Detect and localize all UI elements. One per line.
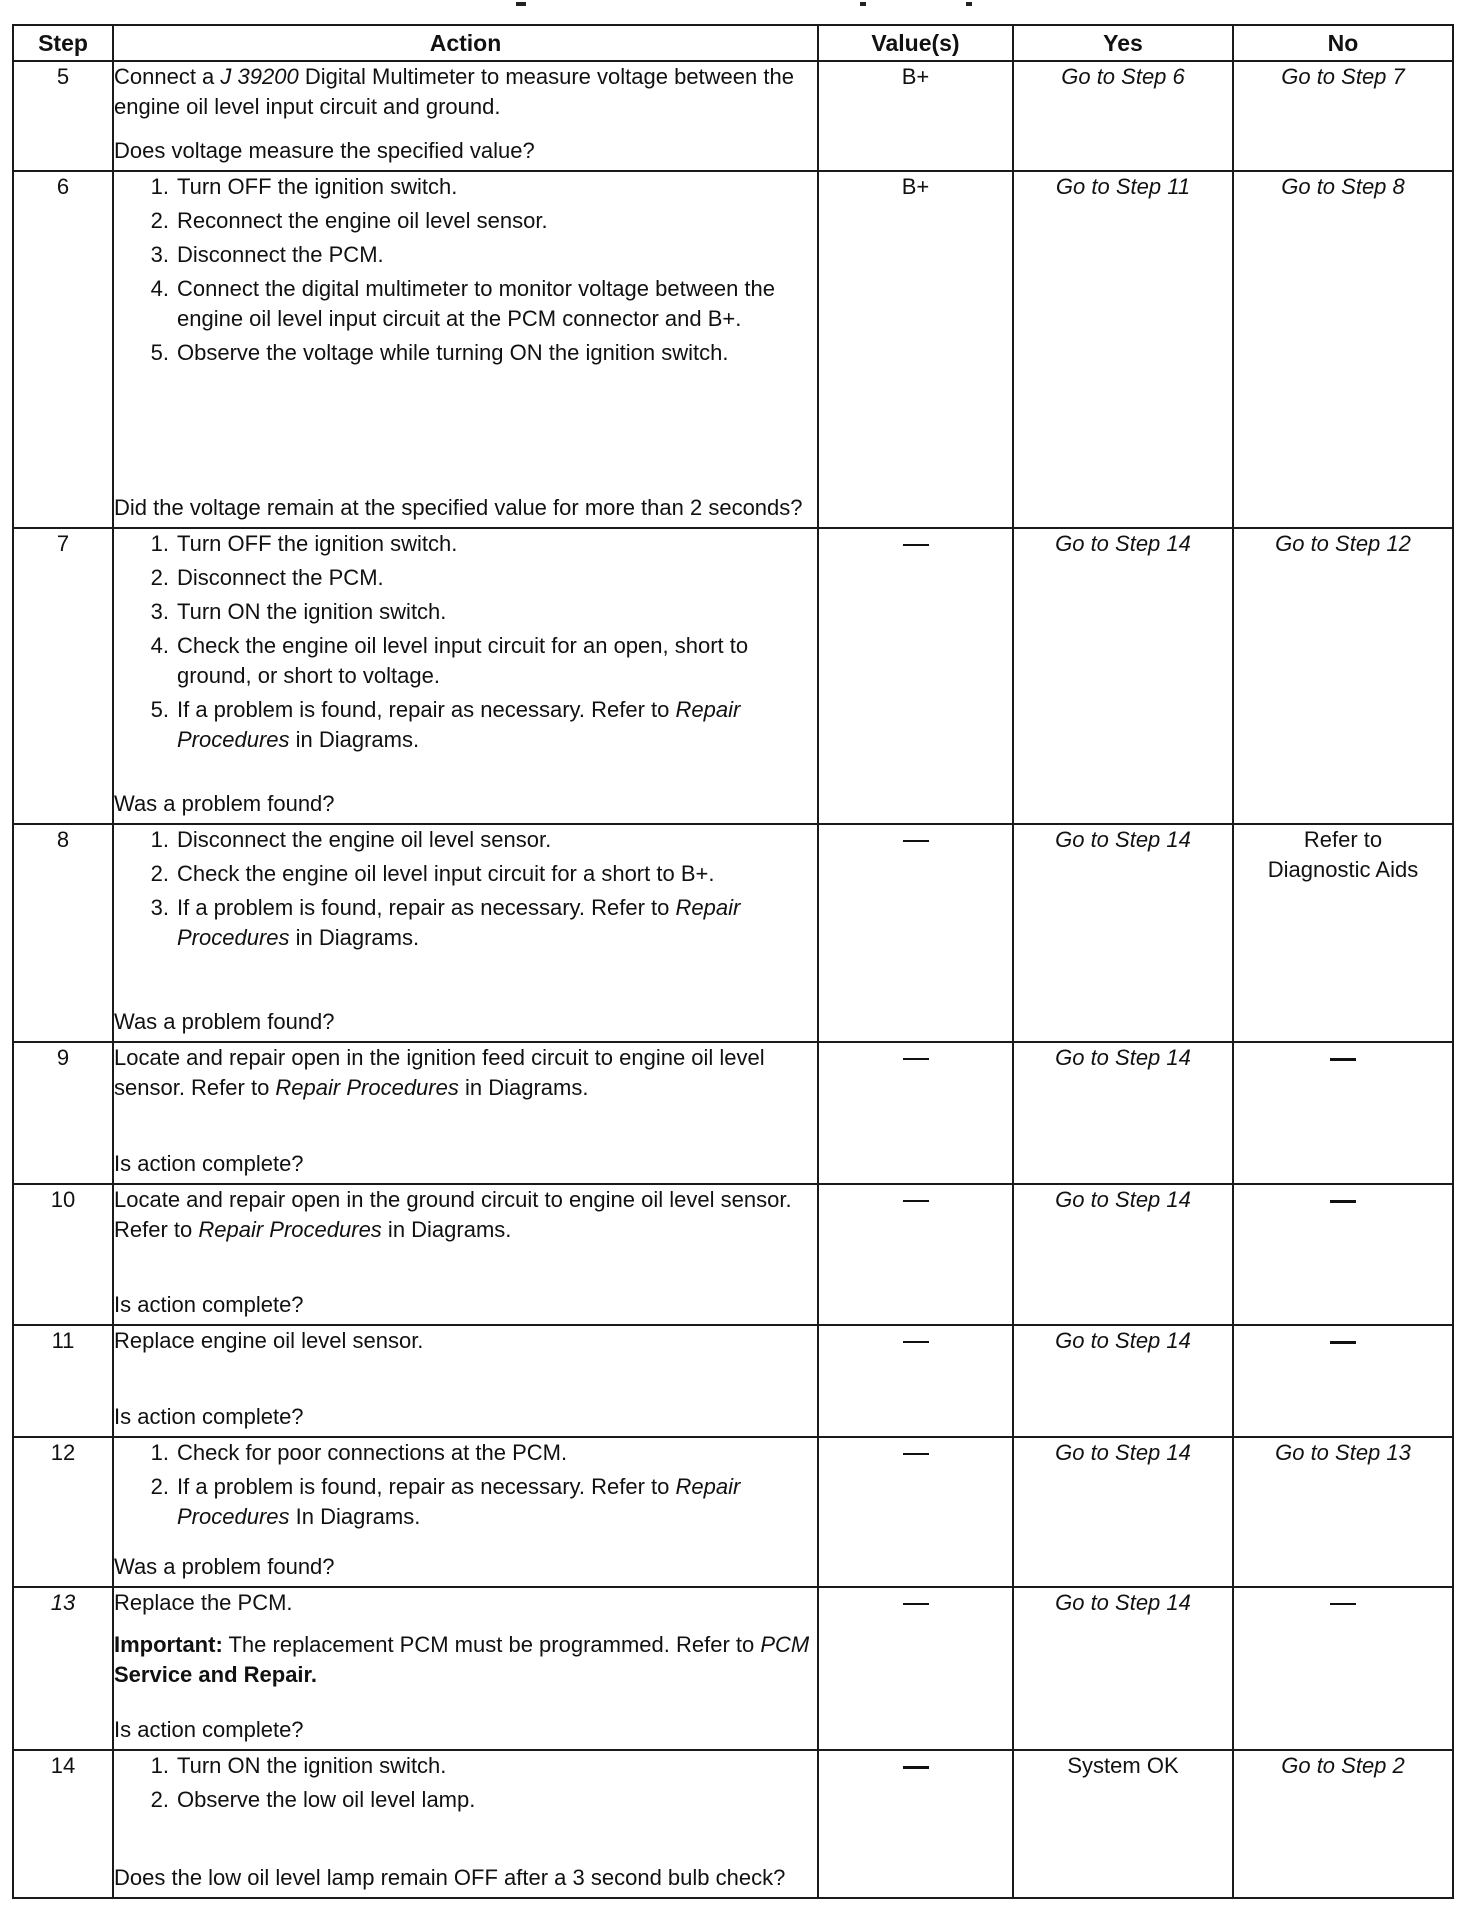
em-dash xyxy=(903,1603,929,1605)
table-row xyxy=(13,528,1453,824)
repair-procedures-reference: Repair Procedures xyxy=(177,895,741,950)
action-cell xyxy=(113,1437,818,1587)
list-item: 2. Disconnect the PCM. xyxy=(150,565,384,590)
no-result xyxy=(1233,824,1453,1042)
no-result xyxy=(1233,1587,1453,1750)
edge-mark xyxy=(966,2,972,6)
edge-mark xyxy=(516,2,526,6)
action-question: Is action complete? xyxy=(114,1151,304,1176)
step-number: 10 xyxy=(13,1184,113,1325)
step-number: 9 xyxy=(13,1042,113,1184)
action-steps-list xyxy=(114,1751,817,1819)
no-result: Go to Step 2 xyxy=(1233,1750,1453,1898)
action-cell xyxy=(113,1184,818,1325)
em-dash xyxy=(903,1766,929,1769)
value-cell xyxy=(818,1437,1013,1587)
action-cell xyxy=(113,1042,818,1184)
list-item: 2. Check the engine oil level input circuit for a short to B+. xyxy=(150,861,715,886)
value-cell xyxy=(818,528,1013,824)
repair-procedures-reference: Repair Procedures xyxy=(198,1217,382,1242)
service-repair-reference: Service and Repair. xyxy=(114,1662,317,1687)
yes-result: Go to Step 14 xyxy=(1013,528,1233,824)
action-cell xyxy=(113,1587,818,1750)
list-item: 4. Check the engine oil level input circuit for an open, short to ground, or short to voltage. xyxy=(150,633,749,688)
list-item: 2. Observe the low oil level lamp. xyxy=(150,1787,476,1812)
list-item: 4. Connect the digital multimeter to monitor voltage between the engine oil level input circuit at the PCM connector and B+. xyxy=(150,276,775,331)
no-result: Go to Step 8 xyxy=(1233,171,1453,528)
value-cell xyxy=(818,1325,1013,1437)
yes-result: Go to Step 6 xyxy=(1013,61,1233,171)
no-result xyxy=(1233,1325,1453,1437)
header-row xyxy=(13,25,1453,61)
em-dash xyxy=(1330,1058,1356,1061)
value-cell xyxy=(818,1587,1013,1750)
value-cell xyxy=(818,1750,1013,1898)
action-cell xyxy=(113,824,818,1042)
repair-procedures-reference: Repair Procedures xyxy=(177,1474,741,1529)
repair-procedures-reference: Repair Procedures xyxy=(275,1075,459,1100)
action-cell xyxy=(113,1750,818,1898)
yes-result: Go to Step 14 xyxy=(1013,1184,1233,1325)
list-item: 3. Turn ON the ignition switch. xyxy=(150,599,447,624)
header-step: Step xyxy=(13,25,113,61)
list-item: 2. Reconnect the engine oil level sensor. xyxy=(150,208,548,233)
action-steps-list xyxy=(114,825,817,957)
table-row xyxy=(13,1042,1453,1184)
list-item: 3. If a problem is found, repair as necessary. Refer to Repair Procedures in Diagrams. xyxy=(150,895,741,950)
action-question: Does voltage measure the specified value? xyxy=(114,138,535,163)
table-row xyxy=(13,1437,1453,1587)
action-question: Was a problem found? xyxy=(114,1554,335,1579)
yes-result: Go to Step 11 xyxy=(1013,171,1233,528)
table-row xyxy=(13,1184,1453,1325)
table-row xyxy=(13,824,1453,1042)
value-cell xyxy=(818,1184,1013,1325)
em-dash xyxy=(903,1341,929,1343)
action-text: Replace the PCM. xyxy=(114,1590,293,1615)
action-cell xyxy=(113,1325,818,1437)
no-result-line: Diagnostic Aids xyxy=(1267,857,1419,882)
repair-procedures-reference: Repair Procedures xyxy=(177,697,741,752)
action-question: Did the voltage remain at the specified value for more than 2 seconds? xyxy=(114,495,803,520)
action-cell xyxy=(113,171,818,528)
yes-result: Go to Step 14 xyxy=(1013,824,1233,1042)
list-item: 2. If a problem is found, repair as necessary. Refer to Repair Procedures In Diagrams. xyxy=(150,1474,741,1529)
action-text: Replace engine oil level sensor. xyxy=(114,1328,424,1353)
step-number: 5 xyxy=(13,61,113,171)
value-cell: B+ xyxy=(818,61,1013,171)
action-question: Is action complete? xyxy=(114,1292,304,1317)
header-values: Value(s) xyxy=(818,25,1013,61)
action-cell xyxy=(113,61,818,171)
action-steps-list xyxy=(114,529,817,759)
value-cell xyxy=(818,1042,1013,1184)
action-question: Was a problem found? xyxy=(114,1009,335,1034)
important-label: Important: xyxy=(114,1632,223,1657)
list-item: 1. Disconnect the engine oil level sensor. xyxy=(150,827,552,852)
table-row xyxy=(13,1750,1453,1898)
no-result: Go to Step 13 xyxy=(1233,1437,1453,1587)
step-number: 8 xyxy=(13,824,113,1042)
list-item: 1. Turn OFF the ignition switch. xyxy=(150,174,458,199)
table-row xyxy=(13,171,1453,528)
no-result: Go to Step 12 xyxy=(1233,528,1453,824)
action-question: Is action complete? xyxy=(114,1404,304,1429)
header-yes: Yes xyxy=(1013,25,1233,61)
step-number: 7 xyxy=(13,528,113,824)
action-text: Locate and repair open in the ignition feed circuit to engine oil level sensor. Refer to Repair Procedures in Diagrams. xyxy=(114,1045,765,1100)
no-result: Go to Step 7 xyxy=(1233,61,1453,171)
em-dash xyxy=(1330,1603,1356,1605)
step-number: 12 xyxy=(13,1437,113,1587)
em-dash xyxy=(903,544,929,546)
yes-result: System OK xyxy=(1013,1750,1233,1898)
edge-mark xyxy=(860,2,866,6)
action-steps-list xyxy=(114,1438,817,1536)
header-action: Action xyxy=(113,25,818,61)
action-question: Does the low oil level lamp remain OFF after a 3 second bulb check? xyxy=(114,1865,786,1890)
action-cell xyxy=(113,528,818,824)
em-dash xyxy=(903,840,929,842)
step-number: 6 xyxy=(13,171,113,528)
diagnostic-table xyxy=(12,24,1454,1899)
table-row xyxy=(13,1325,1453,1437)
em-dash xyxy=(903,1058,929,1060)
list-item: 5. If a problem is found, repair as necessary. Refer to Repair Procedures in Diagrams. xyxy=(150,697,741,752)
step-number: 14 xyxy=(13,1750,113,1898)
action-steps-list xyxy=(114,172,817,372)
important-note: Important: The replacement PCM must be programmed. Refer to PCM Service and Repair. xyxy=(114,1632,810,1687)
value-cell: B+ xyxy=(818,171,1013,528)
yes-result: Go to Step 14 xyxy=(1013,1325,1233,1437)
list-item: 3. Disconnect the PCM. xyxy=(150,242,384,267)
em-dash xyxy=(1330,1341,1356,1344)
value-cell xyxy=(818,824,1013,1042)
list-item: 1. Turn ON the ignition switch. xyxy=(150,1753,447,1778)
header-no: No xyxy=(1233,25,1453,61)
em-dash xyxy=(903,1200,929,1202)
no-result xyxy=(1233,1184,1453,1325)
no-result-line: Refer to xyxy=(1303,827,1383,852)
list-item: 1. Turn OFF the ignition switch. xyxy=(150,531,458,556)
list-item: 1. Check for poor connections at the PCM. xyxy=(150,1440,568,1465)
yes-result: Go to Step 14 xyxy=(1013,1587,1233,1750)
em-dash xyxy=(1330,1200,1356,1203)
action-text: Connect a J 39200 Digital Multimeter to measure voltage between the engine oil level input circuit and ground. xyxy=(114,64,794,119)
yes-result: Go to Step 14 xyxy=(1013,1437,1233,1587)
pcm-reference: PCM xyxy=(760,1632,810,1657)
tool-reference: J 39200 xyxy=(220,64,299,89)
table-row xyxy=(13,1587,1453,1750)
action-question: Is action complete? xyxy=(114,1717,304,1742)
yes-result: Go to Step 14 xyxy=(1013,1042,1233,1184)
no-result xyxy=(1233,1042,1453,1184)
action-text: Locate and repair open in the ground circuit to engine oil level sensor. Refer to Repair Procedures in Diagrams. xyxy=(114,1187,792,1242)
step-number: 13 xyxy=(13,1587,113,1750)
top-edge-marks xyxy=(0,0,1472,20)
table-row xyxy=(13,61,1453,171)
list-item: 5. Observe the voltage while turning ON the ignition switch. xyxy=(150,340,729,365)
em-dash xyxy=(903,1453,929,1455)
action-question: Was a problem found? xyxy=(114,791,335,816)
step-number: 11 xyxy=(13,1325,113,1437)
